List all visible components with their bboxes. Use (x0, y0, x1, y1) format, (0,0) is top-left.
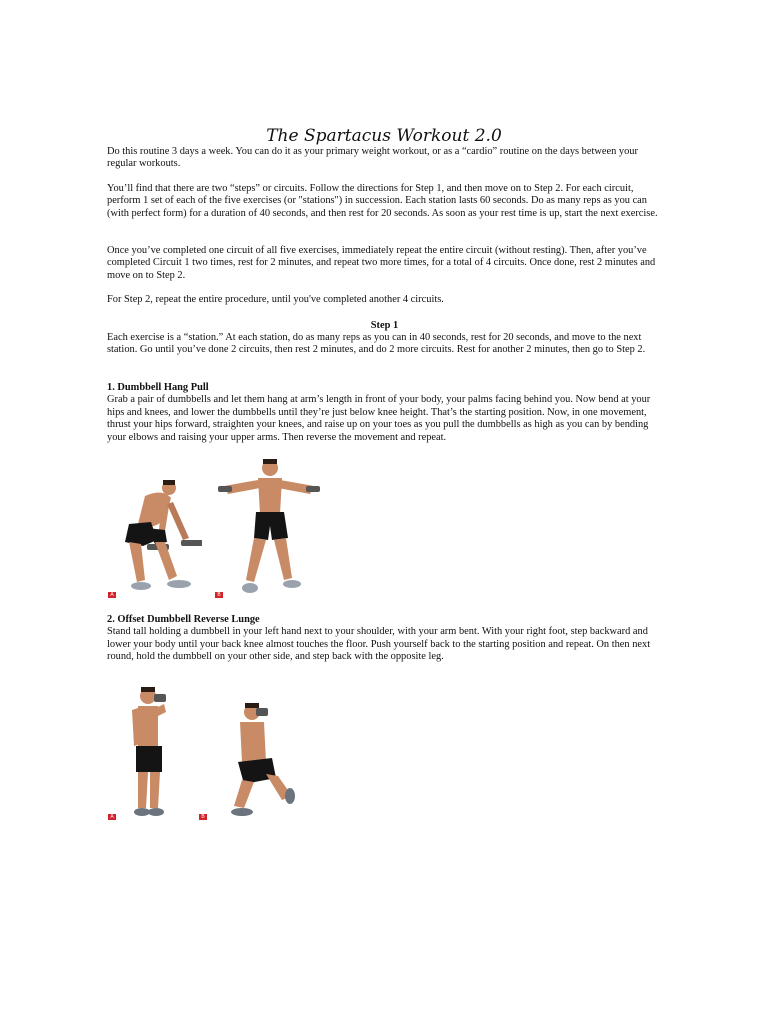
exercise-2-block (107, 614, 662, 664)
intro-paragraph-4: For Step 2, repeat the entire procedure, until you've completed another 4 circuits. (107, 294, 444, 305)
exercise-1-title: 1. Dumbbell Hang Pull (107, 382, 209, 393)
hang-pull-finish-photo (214, 456, 324, 600)
photo-label-a: A (108, 592, 116, 598)
exercise-1-block (107, 382, 662, 444)
step1-heading: Step 1 (370, 320, 399, 331)
intro-paragraph-2: You’ll find that there are two “steps” or circuits. Follow the directions for Step 1, and then move on to Step 2. For each circuit, perform 1 set of each of the five exercises (or "stations") in succession. Each station lasts 60 seconds. Do as many reps as you can (with perfect form) for a duration of 40 seconds, and then rest for 20 seconds. As soon as your rest time is up, start the next exercise. (107, 183, 658, 219)
photo-label-b: B (199, 814, 207, 820)
intro-paragraph-1: Do this routine 3 days a week. You can do it as your primary weight workout, or as a “cardio” routine on the days between your regular workouts. (107, 146, 638, 170)
hang-pull-start-photo (107, 452, 202, 600)
photo-label-b: B (215, 592, 223, 598)
reverse-lunge-start-photo (118, 684, 178, 824)
intro-paragraph-3: Once you’ve completed one circuit of all five exercises, immediately repeat the entire circuit (without resting). Then, after you’ve completed Circuit 1 two times, rest for 2 minutes, and repeat two more times, for a total of 4 circuits. Once done, rest 2 minutes and move on to Step 2. (107, 245, 656, 281)
document-title: The Spartacus Workout 2.0 (266, 126, 502, 146)
step1-paragraph: Each exercise is a “station.” At each station, do as many reps as you can in 40 seconds, rest for 20 seconds, and move to the next station. Go until you’ve done 2 circuits, then rest 2 minutes, and do 2 more circuits. Rest for another 2 minutes, then go to Step 2. (107, 332, 646, 356)
exercise-2-description: Stand tall holding a dumbbell in your left hand next to your shoulder, with your arm bent. With your right foot, step backward and lower your body until your back knee almost touches the floor. Push yourself back to the starting position and repeat. On then next round, hold the dumbbell on your other side, and step back with the opposite leg. (107, 626, 651, 663)
exercise-2-title: 2. Offset Dumbbell Reverse Lunge (107, 614, 260, 625)
photo-label-a: A (108, 814, 116, 820)
reverse-lunge-finish-photo (222, 700, 302, 822)
exercise-1-description: Grab a pair of dumbbells and let them hang at arm’s length in front of your body, your palms facing behind you. Now bend at your hips and knees, and lower the dumbbells until they’re just below knee height. That’s the starting position. Now, in one movement, thrust your hips forward, straighten your knees, and raise up on your toes as you pull the dumbbells as high as you can by bending your elbows and raising your upper arms. Then reverse the movement and repeat. (107, 394, 651, 443)
